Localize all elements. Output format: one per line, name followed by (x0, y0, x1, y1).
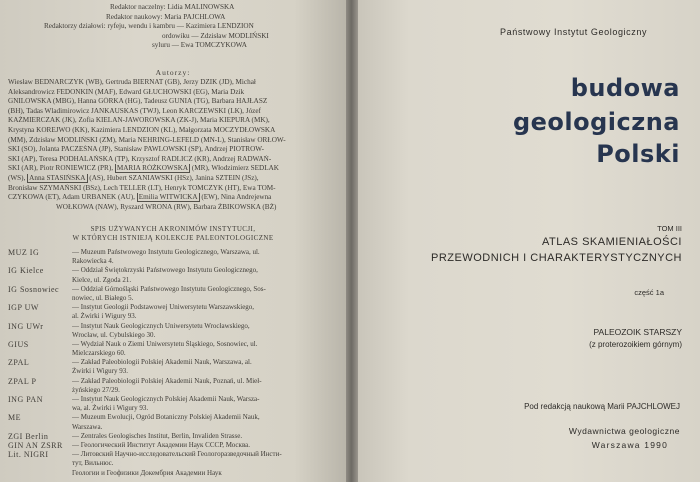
authors-heading: Autorzy: (155, 68, 191, 77)
institution-row (8, 367, 342, 376)
institute-name: Państwowy Instytut Geologiczny (500, 27, 648, 37)
institution-description: — Instytut Nauk Geologicznych Polskiej Akademii Nauk, Warsza- (72, 395, 260, 403)
institution-row (8, 469, 342, 478)
author-boxed-name: MARIA RÓŻKOWSKA (116, 164, 189, 173)
institution-row (8, 331, 342, 340)
author-line: KAŹMIERCZAK (JK), Zofia KIELAN-JAWOROWSKA (ZK-J), Maria KIEPURA (MK), (8, 116, 270, 125)
author-line: (MM), Zdzisław MODLIŃSKI (ZM), Maria NEHRING-LEFELD (MN-L), Stanisław ORŁOW- (8, 135, 286, 144)
institution-row (8, 285, 342, 294)
institution-row (8, 266, 342, 275)
author-text: CZYKOWA (ET), Adam URBANEK (AU), (8, 193, 135, 202)
institution-description: Wrocław, ul. Cybulskiego 30. (72, 330, 156, 339)
institution-row (8, 303, 342, 312)
institution-acronym: ING PAN (8, 395, 43, 404)
institution-row (8, 358, 342, 367)
editors-block (30, 3, 330, 51)
institution-acronym: ME (8, 413, 21, 423)
institution-description: — Литовский Научно-исследовательский Геологоразведочный Инсти- (72, 450, 282, 459)
institution-row (8, 404, 342, 413)
author-line: Aleksandrowicz FEDONKIN (MAF), Edward GŁUCHOWSKI (EG), Maria Dzik (8, 87, 245, 96)
institution-description: — Zakład Paleobiologii Polskiej Akademii Nauk, Warszawa, al. (72, 358, 252, 367)
institution-row (8, 312, 342, 321)
institution-row (8, 377, 342, 386)
institution-description: — Muzeum Państwowego Instytutu Geologicznego, Warszawa, ul. (72, 248, 260, 256)
acronyms-heading (0, 225, 346, 243)
institution-row (8, 386, 342, 395)
place-year: Warszawa 1990 (591, 440, 668, 450)
institution-acronym: IG Kielce (8, 266, 44, 276)
institution-acronym: GIN AN ZSRR (8, 440, 63, 450)
institution-description: — Wydział Nauk o Ziemi Uniwersytetu Śląskiego, Sosnowiec, ul. (72, 339, 258, 348)
institution-row (8, 459, 342, 468)
institution-acronym: IG Sosnowiec (8, 284, 60, 294)
institution-description: Rakowiecka 4. (72, 257, 114, 266)
author-text: (EW), Nina Andrejewna (201, 193, 272, 202)
institution-row (8, 441, 342, 450)
institution-row (8, 340, 342, 349)
institution-description: Kielce, ul. Zgoda 21. (72, 275, 132, 284)
institution-description: — Oddział Górnośląski Państwowego Instytutu Geologicznego, Sos- (72, 284, 266, 293)
institution-description: — Instytut Nauk Geologicznych Uniwersytetu Wrocławskiego, (72, 321, 250, 330)
institution-row (8, 257, 342, 266)
title-line-2: geologiczna (512, 108, 680, 136)
author-line: WOŁKOWA (NAW), Ryszard WRONA (RW), Barbara ŻBIKOWSKA (BŻ) (56, 202, 277, 211)
part-label: część 1a (634, 288, 664, 297)
institution-description: — Zakład Paleobiologii Polskiej Akademii Nauk, Poznań, ul. Mieł- (72, 376, 262, 385)
author-line (8, 174, 334, 184)
institution-row (8, 450, 342, 459)
author-line: Krystyna KOREJWO (KK), Kazimiera LENDZION (KL), Małgorzata MOCZYDŁOWSKA (8, 125, 276, 134)
institution-description: nowiec, ul. Białego 5. (72, 293, 134, 302)
era-sublabel: (z proterozoikiem górnym) (589, 340, 682, 349)
author-text: (MR), Włodzimierz SEDLAK (191, 164, 279, 173)
institution-row (8, 432, 342, 441)
institution-description: тут, Вильнюс. (72, 459, 114, 468)
author-line: (BH), Tadas Wladimirowicz JANKAUSKAS (TWJ), Leon KARCZEWSKI (LK), Józef (8, 106, 261, 115)
institution-acronym: MUZ IG (8, 248, 40, 257)
right-page (358, 0, 700, 482)
title-line-1: budowa (570, 74, 680, 102)
institution-row (8, 248, 342, 257)
author-text: SKI (AR), Piotr RONIEWICZ (PR), (8, 164, 114, 173)
author-line: GNILOWSKA (MBG), Hanna GÓRKA (HG), Tadeusz GUNIA (TG), Barbara HAJŁASZ (8, 97, 268, 106)
atlas-title-line1: ATLAS SKAMIENIAŁOŚCI (541, 236, 682, 248)
author-line: SKI (SO), Jolanta PACZEŚNA (JP), Stanisław PAWLOWSKI (SP), Andrzej PIOTROW- (8, 145, 265, 154)
institution-row (8, 276, 342, 285)
author-line: SKI (AP), Teresa PODHALAŃSKA (TP), Krzysztof RADLICZ (KR), Andrzej RADWAŃ- (8, 154, 272, 163)
institution-acronym: Lit. NIGRI (8, 450, 49, 460)
institution-acronym: ING UWr (8, 321, 44, 331)
institution-acronym: ZPAL P (8, 376, 37, 386)
institution-description: — Zentrales Geologisches Institut, Berlin, Invaliden Strasse. (72, 431, 243, 440)
acronyms-heading-line2: W KTÓRYCH ISTNIEJĄ KOLEKCJE PALEONTOLOGICZNE (72, 234, 274, 242)
institution-row (8, 294, 342, 303)
institution-description: wa, al. Żwirki i Wigury 93. (72, 404, 149, 413)
volume-label: TOM III (657, 224, 682, 233)
institution-acronym: GIUS (8, 339, 29, 349)
author-text: (AS), Hubert SZANIAWSKI (HSz), Janina SZTEIN (JSz), (89, 173, 259, 182)
institution-description: al. Żwirki i Wigury 93. (72, 312, 137, 321)
author-boxed-name: Anna STASIŃSKA (29, 173, 86, 182)
book-gutter (346, 0, 358, 482)
editor-scientific: Redaktor naukowy: Maria PAJCHLOWA (106, 12, 226, 21)
institutions-list (8, 248, 342, 478)
atlas-title-line2: PRZEWODNICH I CHARAKTERYSTYCZNYCH (431, 252, 682, 264)
institution-acronym: IGP UW (8, 303, 39, 313)
institution-row (8, 395, 342, 404)
institution-description: — Muzeum Ewolucji, Ogród Botaniczny Polskiej Akademii Nauk, (72, 413, 260, 422)
institution-acronym: ZGI Berlin (8, 431, 49, 441)
author-line (8, 193, 334, 203)
author-line: Bronisław SZYMAŃSKI (BSz), Lech TELLER (LT), Henryk TOMCZYK (HT), Ewa TOM- (8, 183, 276, 192)
institution-acronym: ZPAL (8, 358, 30, 368)
authors-list (8, 78, 334, 212)
institution-description: Mielczarskiego 60. (72, 349, 126, 358)
institution-description: Warszawa. (72, 422, 103, 431)
institution-row (8, 423, 342, 432)
institution-description: — Instytut Geologii Podstawowej Uniwersytetu Warszawskiego, (72, 303, 255, 312)
editor-silurian: syluru — Ewa TOMCZYKOWA (152, 41, 247, 50)
title-line-3: Polski (596, 140, 680, 168)
author-line: Wiesław BEDNARCZYK (WB), Gertruda BIERNAT (GB), Jerzy DZIK (JD), Michał (8, 78, 256, 86)
institution-row (8, 413, 342, 422)
institution-row (8, 349, 342, 358)
acronyms-heading-line1: SPIS UŻYWANYCH AKRONIMÓW INSTYTUCJI, (90, 225, 256, 233)
editor-sections: Redaktorzy działowi: ryfeju, wendu i kambru — Kazimiera LENDZION (44, 22, 254, 31)
institution-row (8, 322, 342, 331)
editor-credit: Pod redakcją naukową Marii PAJCHLOWEJ (524, 402, 680, 411)
author-text: (WS), (8, 173, 26, 182)
editor-chief: Redaktor naczelny: Lidia MALINOWSKA (110, 3, 235, 11)
left-page (0, 0, 346, 482)
author-boxed-name: Emilia WITWICKA (138, 193, 198, 202)
institution-description: żyńskiego 27/29. (72, 385, 120, 394)
editor-ordovician: ordowiku — Zdzisław MODLIŃSKI (162, 31, 269, 40)
era-label: PALEOZOIK STARSZY (593, 327, 682, 337)
publisher: Wydawnictwa geologiczne (568, 426, 680, 436)
institution-description: Żwirki i Wigury 93. (72, 367, 128, 376)
author-line (8, 164, 334, 174)
institution-description: — Oddział Świętokrzyski Państwowego Instytutu Geologicznego, (72, 266, 258, 275)
institution-description: Геологии и Геофизики Докембрия Академии Наук (72, 468, 222, 477)
institution-description: — Геологический Институт Академии Наук СССР, Москва. (72, 440, 251, 449)
